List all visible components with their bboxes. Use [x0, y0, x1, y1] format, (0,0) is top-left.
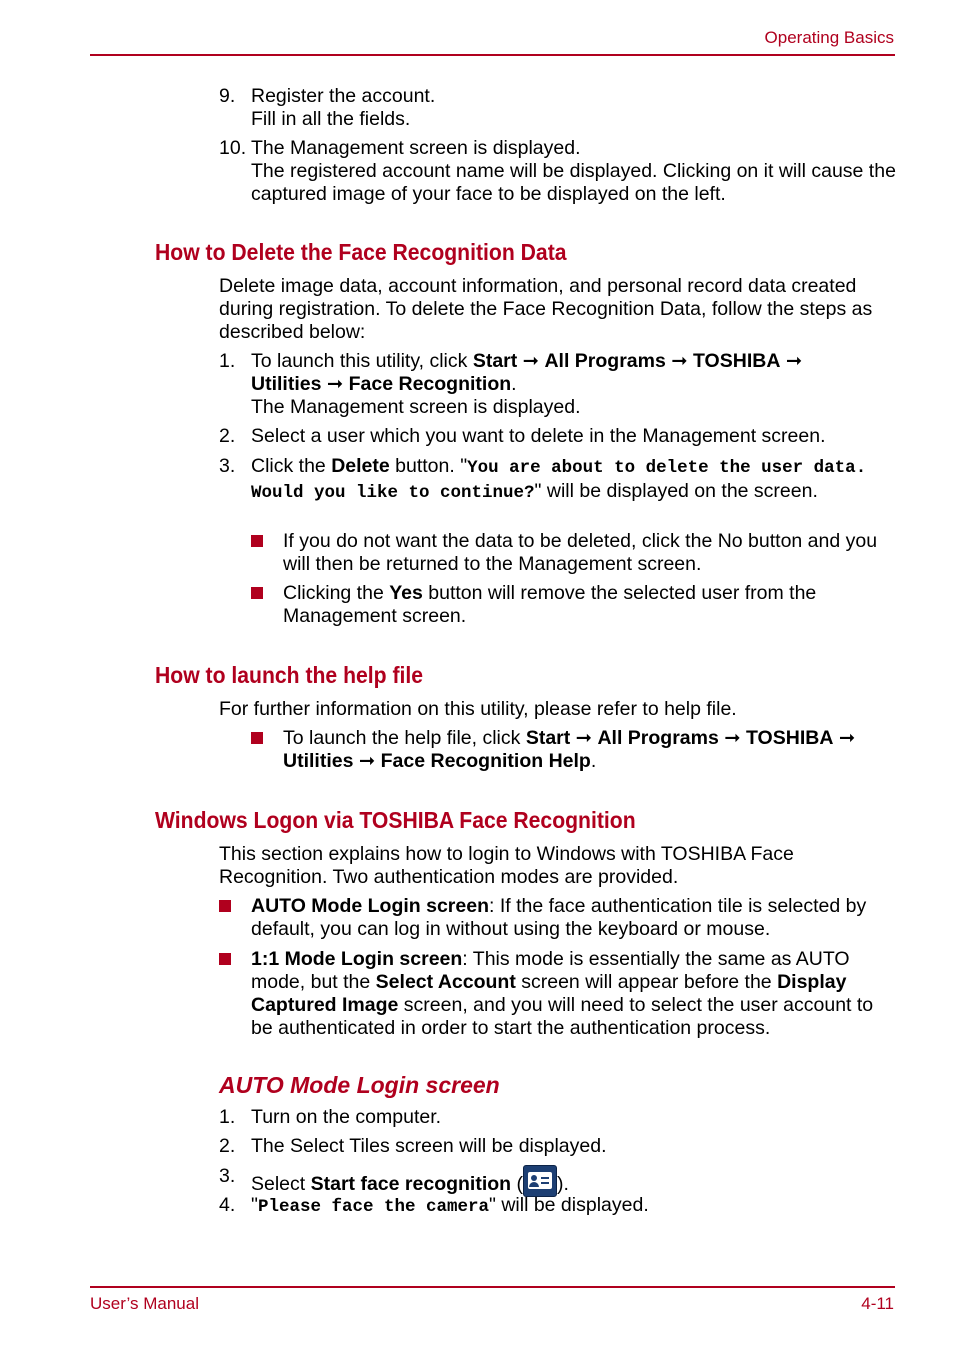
text-run: Clicking the [283, 582, 390, 604]
paragraph: Delete image data, account information, and personal record data created during registration. To delete the Face Recognition Data, follow the steps as described below: [219, 275, 873, 343]
menu-path-utilities: Utilities [283, 750, 354, 772]
bullet-square-icon [219, 900, 231, 912]
menu-path-face-recognition: Face Recognition [348, 373, 512, 395]
screen-name: Display Captured Image [251, 971, 847, 1016]
text-run: screen, and you will need to select the user account to be authenticated in order to start the authentication process. [251, 994, 874, 1039]
step-text: Select a user which you want to delete in the Management screen. [251, 425, 826, 447]
header-rule [90, 54, 895, 56]
bullet-square-icon [251, 732, 263, 744]
step-text: Register the account. [251, 85, 436, 107]
step-note: Fill in all the fields. [251, 108, 411, 130]
section-heading: How to Delete the Face Recognition Data [155, 239, 567, 265]
step-note: The registered account name will be displayed. Clicking on it will cause the captured image of your face to be displayed on the left. [251, 160, 896, 205]
menu-path-start: Start [472, 350, 518, 372]
text-run: . [511, 373, 517, 395]
start-face-recognition-label: Start face recognition [310, 1173, 512, 1195]
arrow-icon: ➞ [671, 350, 688, 372]
step-text: The Management screen is displayed. [251, 137, 581, 159]
step-number: 1. [219, 1106, 236, 1128]
menu-path-toshiba: TOSHIBA [746, 727, 834, 749]
step-number: 3. [219, 1165, 236, 1187]
step-text: Turn on the computer. [251, 1106, 442, 1128]
mode-name: 1:1 Mode Login screen [251, 948, 463, 970]
menu-path-utilities: Utilities [251, 373, 322, 395]
text-run: Click the [251, 455, 332, 477]
step-number: 9. [219, 85, 236, 107]
step-text [251, 1165, 899, 1197]
text-run: screen will appear before the [515, 971, 778, 993]
mode-name: AUTO Mode Login screen [251, 895, 489, 917]
message-text: You are about to delete the user data. Would you like to continue? [251, 458, 867, 503]
menu-path-face-recognition-help: Face Recognition Help [380, 750, 591, 772]
bullet-text [251, 895, 899, 941]
step-text: The Select Tiles screen will be displayed. [251, 1135, 607, 1157]
menu-path-all-programs: All Programs [597, 727, 719, 749]
menu-path-start: Start [525, 727, 571, 749]
step-text [251, 350, 851, 396]
step-number: 2. [219, 425, 236, 447]
step-number: 1. [219, 350, 236, 372]
face-recognition-icon [523, 1165, 557, 1197]
subsection-heading: AUTO Mode Login screen [219, 1072, 500, 1098]
arrow-icon: ➞ [724, 727, 741, 749]
arrow-icon: ➞ [358, 750, 376, 772]
bullet-square-icon [251, 535, 263, 547]
text-run: " will be displayed. [488, 1194, 649, 1216]
screen-name: Select Account [375, 971, 516, 993]
bullet-text [251, 948, 899, 1040]
step-text [251, 1194, 899, 1219]
menu-path-toshiba: TOSHIBA [693, 350, 781, 372]
text-run: To launch the help file, click [283, 727, 526, 749]
step-number: 2. [219, 1135, 236, 1157]
text-run: " will be displayed on the screen. [534, 480, 818, 502]
text-run: . [590, 750, 597, 772]
yes-button-label: Yes [389, 582, 423, 604]
menu-path-all-programs: All Programs [544, 350, 666, 372]
text-run: : If the face authentication tile is selected by default, you can log in without using the keyboard or mouse. [251, 895, 867, 940]
page-number: 4-11 [861, 1294, 894, 1313]
delete-button-label: Delete [331, 455, 390, 477]
step-number: 4. [219, 1194, 236, 1216]
bullet-text [283, 582, 898, 628]
step-text [251, 455, 899, 505]
section-heading: Windows Logon via TOSHIBA Face Recognition [155, 807, 636, 833]
running-head: Operating Basics [764, 28, 894, 47]
text-run: : This mode is essentially the same as AUTO mode, but the [251, 948, 850, 993]
bullet-text [283, 727, 898, 773]
arrow-icon: ➞ [326, 373, 344, 395]
bullet-square-icon [251, 587, 263, 599]
text-run: ). [557, 1173, 569, 1195]
bullet-text: If you do not want the data to be deleted, click the No button and you will then be returned to the Management screen. [283, 530, 878, 575]
text-run: Select [251, 1173, 311, 1195]
arrow-icon: ➞ [785, 350, 803, 372]
bullet-square-icon [219, 953, 231, 965]
footer-manual-title: User’s Manual [90, 1294, 199, 1313]
step-number: 10. [219, 137, 247, 159]
text-run: ( [511, 1173, 524, 1195]
footer-rule [90, 1286, 895, 1288]
paragraph: This section explains how to login to Windows with TOSHIBA Face Recognition. Two authentication modes are provided. [219, 843, 794, 888]
arrow-icon: ➞ [522, 350, 540, 372]
text-run: To launch this utility, click [251, 350, 473, 372]
section-heading: How to launch the help file [155, 662, 424, 688]
text-run: button. " [389, 455, 468, 477]
message-text: Please face the camera [257, 1197, 489, 1217]
step-note: The Management screen is displayed. [251, 396, 581, 418]
arrow-icon: ➞ [575, 727, 593, 749]
text-run: button will remove the selected user from the Management screen. [283, 582, 817, 627]
paragraph: For further information on this utility, please refer to help file. [219, 698, 737, 720]
arrow-icon: ➞ [838, 727, 856, 749]
step-number: 3. [219, 455, 236, 477]
text-run: " [251, 1194, 258, 1216]
